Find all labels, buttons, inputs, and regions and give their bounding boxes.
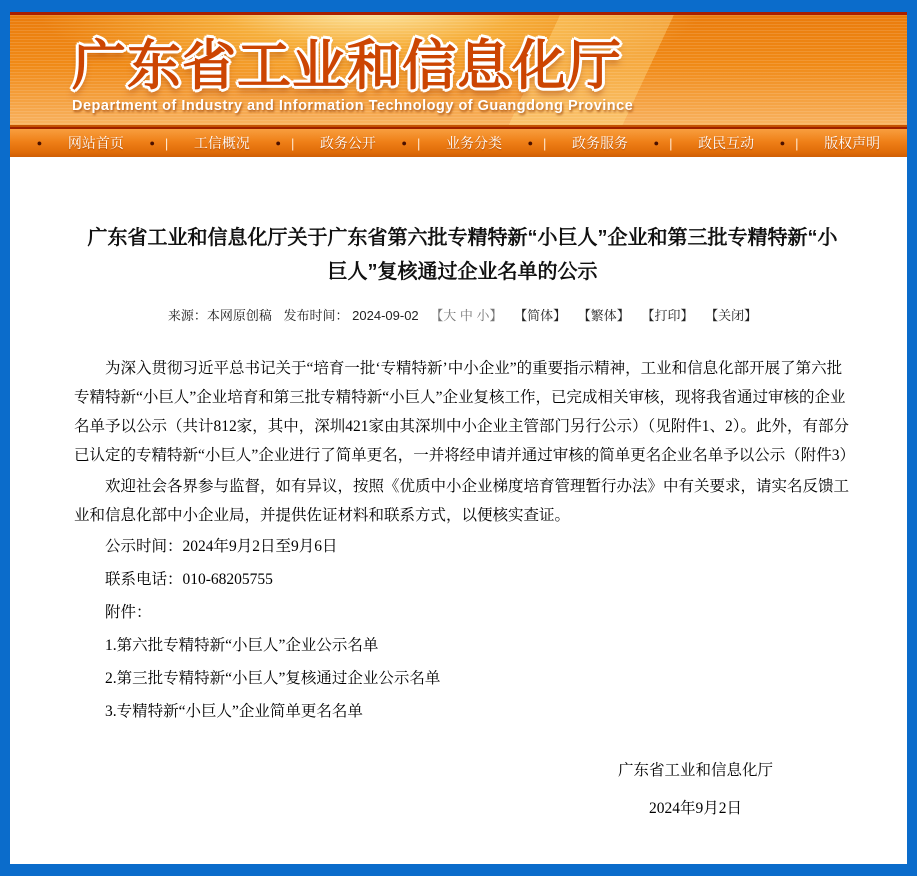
contact-phone: 联系电话：010-68205755 bbox=[105, 571, 273, 588]
nav-item-gov-services[interactable]: 政务服务 bbox=[572, 135, 629, 151]
article-title: 广东省工业和信息化厅关于广东省第六批专精特新“小巨人”企业和第三批专精特新“小巨人”复核通过企业名单的公示 bbox=[87, 227, 838, 283]
nav-separator bbox=[528, 136, 547, 151]
site-banner bbox=[10, 15, 907, 127]
attachment-link-3[interactable]: 3.专精特新“小巨人”企业简单更名名单 bbox=[105, 703, 363, 720]
nav-item-overview[interactable]: 工信概况 bbox=[193, 135, 250, 151]
nav-item-home[interactable]: 网站首页 bbox=[67, 135, 124, 151]
nav-separator bbox=[149, 136, 168, 151]
nav-item-business-category[interactable]: 业务分类 bbox=[445, 135, 502, 151]
nav-bullet-icon: ● bbox=[779, 137, 786, 148]
site-title: 广东省工业和信息化厅 bbox=[72, 36, 622, 96]
attachments-label: 附件： bbox=[105, 604, 152, 621]
nav-pipe-icon: | bbox=[164, 135, 169, 151]
nav-pipe-icon: | bbox=[290, 135, 295, 151]
nav-bullet-icon: ● bbox=[527, 137, 534, 148]
traditional-chinese-button[interactable]: 【繁体】 bbox=[577, 308, 630, 323]
paragraph: 欢迎社会各界参与监督，如有异议，按照《优质中小企业梯度培育管理暂行办法》中有关要求，请实名反馈工业和信息化部中小企业局，并提供佐证材料和联系方式，以便核实查证。 bbox=[74, 478, 850, 524]
font-size-control[interactable]: 【大 中 小】 bbox=[430, 308, 503, 323]
public-notice-period: 公示时间：2024年9月2日至9月6日 bbox=[105, 538, 338, 555]
nav-bullet-icon: ● bbox=[149, 137, 155, 148]
nav-pipe-icon: | bbox=[543, 135, 547, 151]
nav-item-gov-disclosure[interactable]: 政务公开 bbox=[319, 135, 376, 151]
attachment-link-2[interactable]: 2.第三批专精特新“小巨人”复核通过企业公示名单 bbox=[105, 670, 441, 687]
nav-separator bbox=[402, 136, 421, 151]
close-button[interactable]: 【关闭】 bbox=[705, 308, 758, 323]
nav-item-public-interaction[interactable]: 政民互动 bbox=[698, 135, 755, 151]
nav-bullet-icon: ● bbox=[653, 137, 660, 148]
nav-bullet-icon: ● bbox=[401, 137, 407, 148]
nav-pipe-icon: | bbox=[416, 135, 421, 151]
nav-bullet-icon: ● bbox=[275, 137, 281, 148]
signature-block bbox=[618, 758, 773, 822]
signature-department: 广东省工业和信息化厅 bbox=[617, 762, 773, 779]
print-button[interactable]: 【打印】 bbox=[641, 308, 694, 323]
nav-separator bbox=[780, 136, 799, 151]
signature-date: 2024年9月2日 bbox=[648, 800, 742, 817]
article-meta-bar bbox=[74, 305, 851, 324]
nav-separator bbox=[654, 136, 673, 151]
main-nav bbox=[10, 127, 907, 157]
nav-pipe-icon: | bbox=[795, 135, 799, 151]
attachment-link-1[interactable]: 1.第六批专精特新“小巨人”企业公示名单 bbox=[105, 637, 379, 654]
nav-bullet-icon: ● bbox=[36, 137, 43, 148]
site-subtitle-english: Department of Industry and Information Technology of Guangdong Province bbox=[72, 98, 634, 114]
article-source: 来源：本网原创稿 bbox=[167, 308, 272, 323]
paragraph: 为深入贯彻习近平总书记关于“培育一批‘专精特新’中小企业”的重要指示精神，工业和信息化部开展了第六批专精特新“小巨人”企业培育和第三批专精特新“小巨人”企业复核工作，已完成相关审核，现将我省通过审核的企业名单予以公示（共计812家，其中，深圳421家由其深圳中小企业主管部门另行公示）（见附件1、2）。此外，有部分已认定的专精特新“小巨人”企业进行了简单更名，一并将经申请并通过审核的简单更名企业名单予以公示（附件3） bbox=[74, 360, 856, 464]
nav-pipe-icon: | bbox=[669, 135, 673, 151]
article-content bbox=[10, 157, 907, 864]
article-publish-date: 发布时间： 2024-09-02 bbox=[283, 308, 419, 323]
nav-separator bbox=[276, 136, 295, 151]
article-body bbox=[74, 354, 856, 822]
nav-item-copyright[interactable]: 版权声明 bbox=[824, 135, 881, 151]
page-frame bbox=[10, 12, 907, 864]
simplified-chinese-button[interactable]: 【简体】 bbox=[514, 308, 567, 323]
